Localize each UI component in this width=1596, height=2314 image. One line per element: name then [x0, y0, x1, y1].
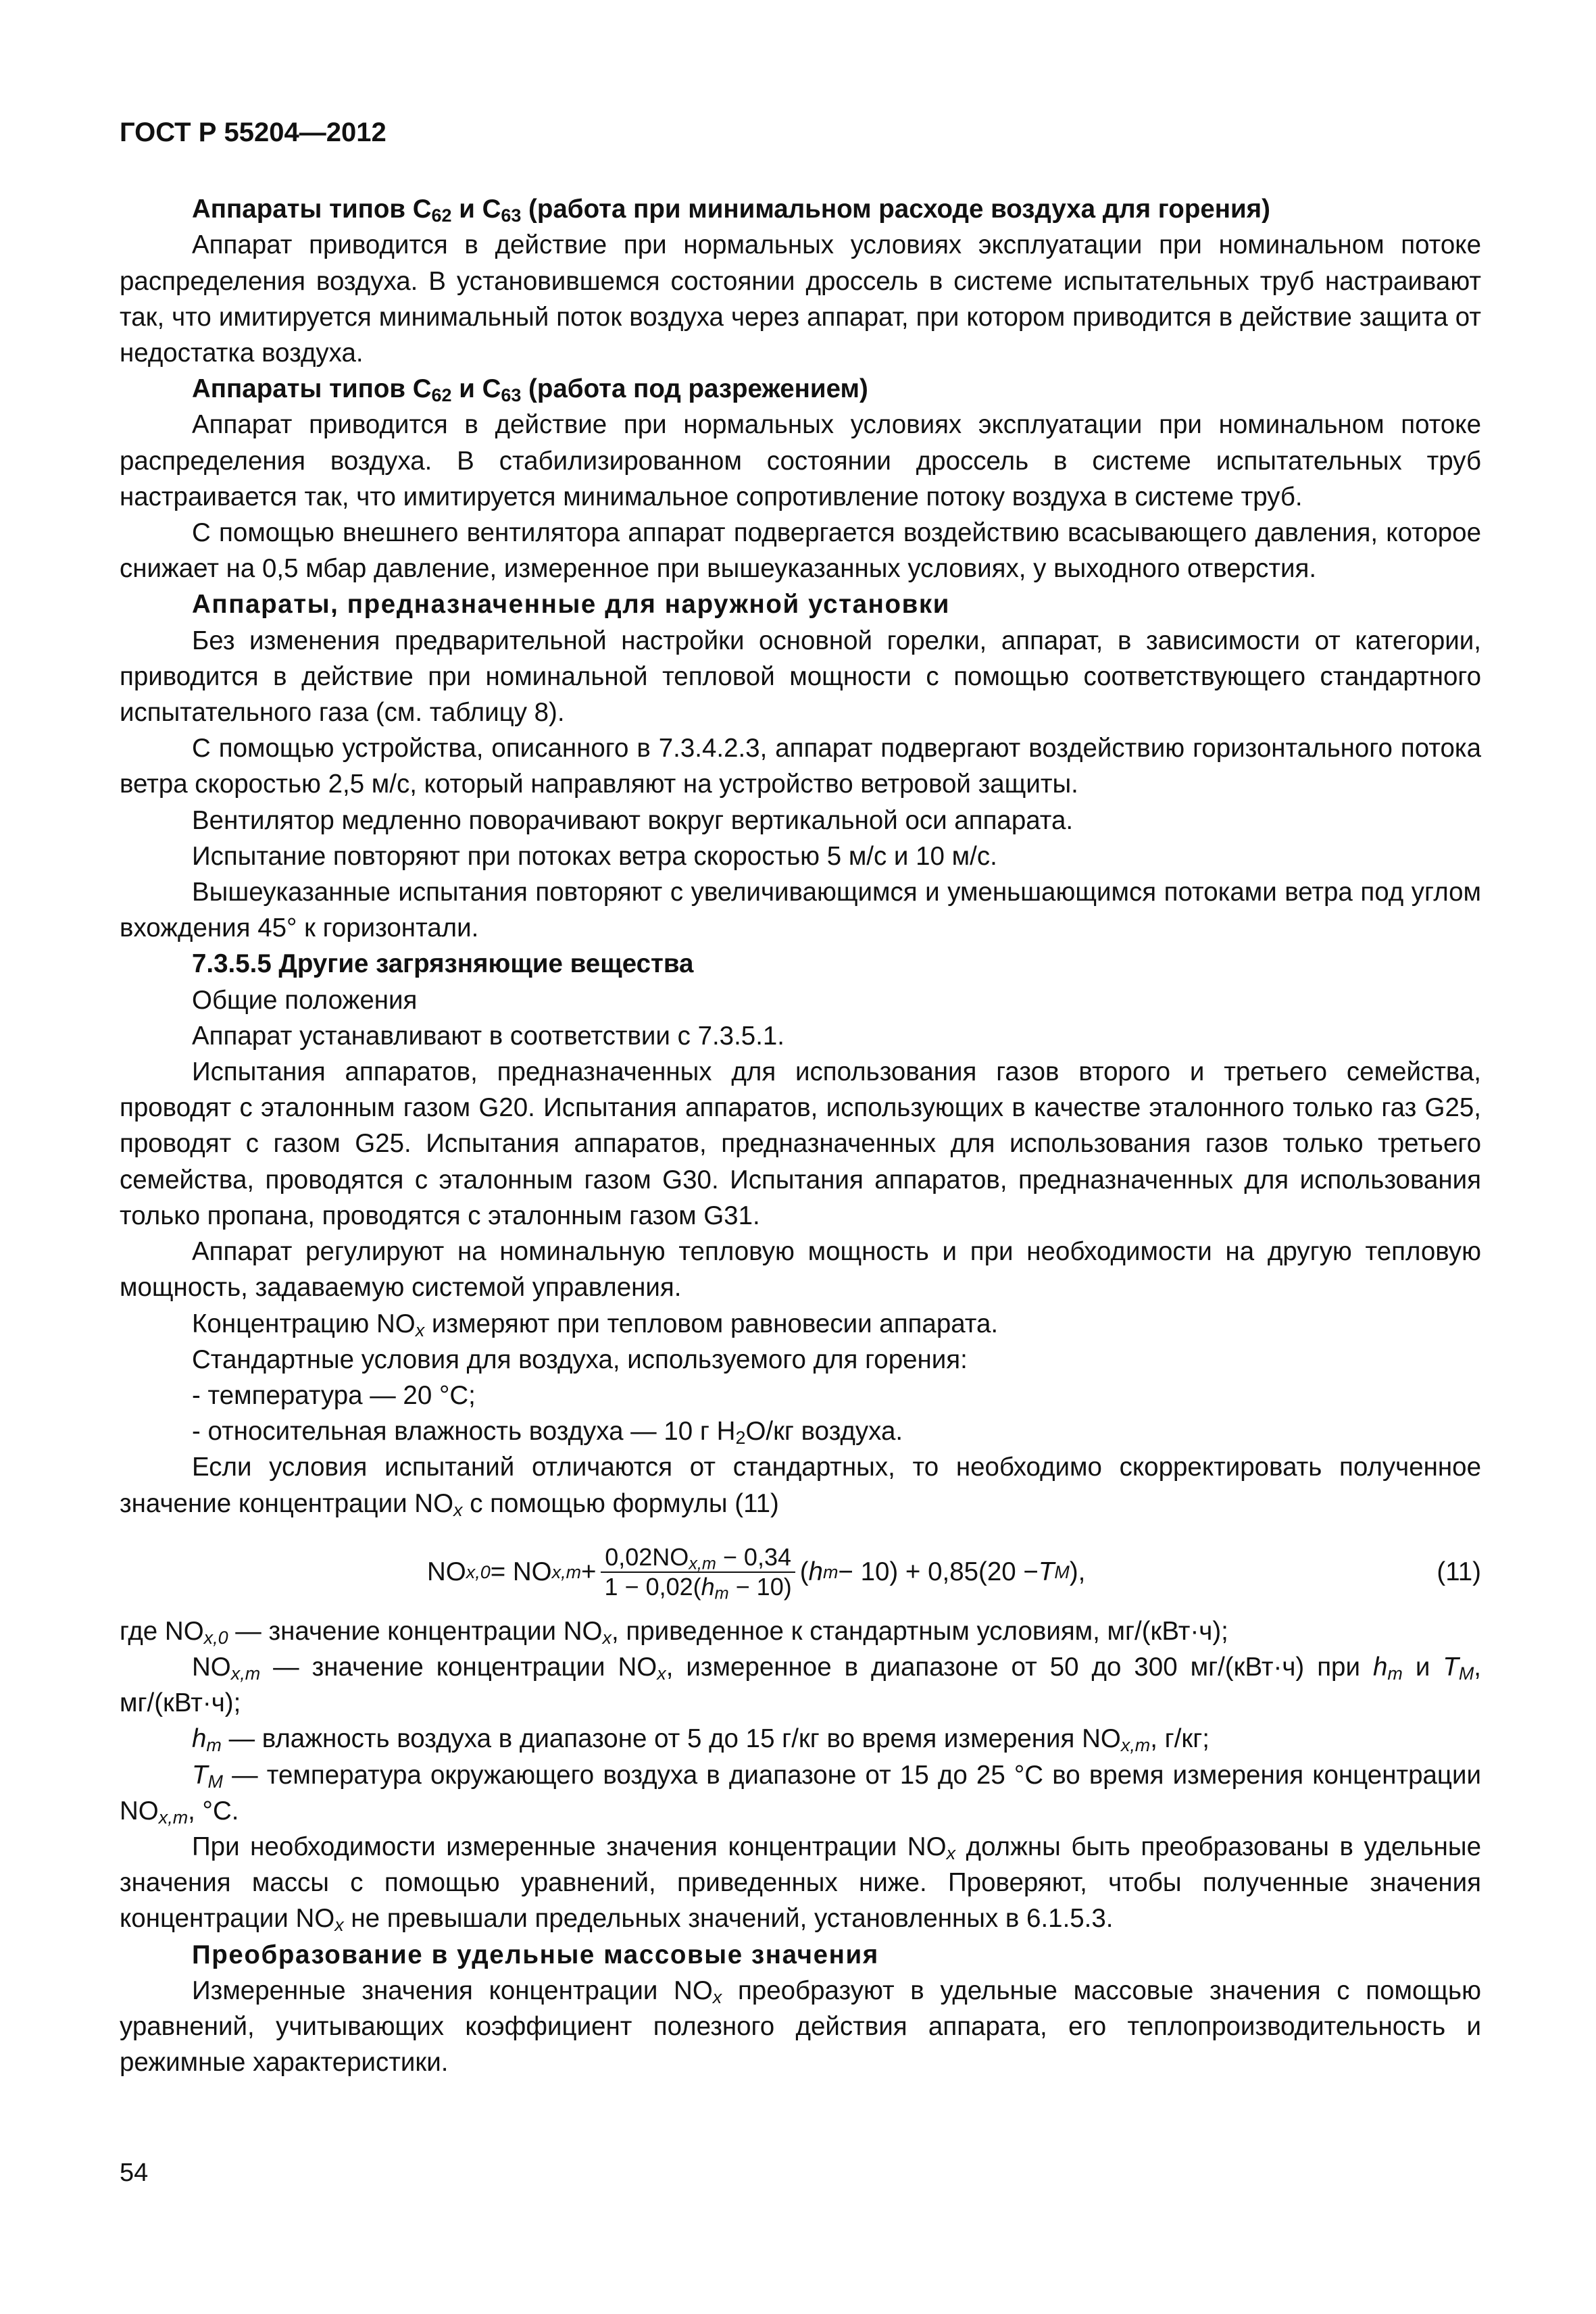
paragraph: С помощью внешнего вентилятора аппарат подвергается воздействию всасывающего давления, которое снижает на 0,5 мбар давление, измеренное при вышеуказанных условиях, у выходного отверстия. [120, 518, 1481, 584]
paragraph: Без изменения предварительной настройки основной горелки, аппарат, в зависимости от категории, приводится в действие при номинальной тепловой мощности с помощью соответствующего стандартного испытательного газа (см. таблицу 8). [120, 626, 1481, 728]
formula-legend [120, 1613, 1481, 1829]
paragraph: Концентрацию $NO_x$ измеряют при тепловом равновесии аппарата. [192, 1309, 999, 1340]
paragraph: Если условия испытаний отличаются от стандартных, то необходимо скорректировать полученное значение концентрации $NO_x$ с помощью формулы (11) [120, 1453, 1481, 1520]
section-heading-c62-c63-min-air: Аппараты типов $С_{62}$ и $С_{63}$ (работа при минимальном расходе воздуха для горения) [192, 195, 1270, 226]
paragraph: Аппарат приводится в действие при нормальных условиях эксплуатации при номинальном потоке распределения воздуха. В установившемся состоянии дроссель в системе испытательных труб настраивают так, что имитируется минимальный поток воздуха через аппарат, при котором приводится в действие защита от недостатка воздуха. [120, 230, 1481, 368]
paragraph: Вентилятор медленно поворачивают вокруг вертикальной оси аппарата. [192, 805, 1074, 835]
paragraph: Стандартные условия для воздуха, используемого для горения: [192, 1344, 968, 1374]
section-heading-outdoor: Аппараты, предназначенные для наружной установки [192, 590, 950, 620]
paragraph: Аппарат устанавливают в соответствии с 7.3.5.1. [192, 1021, 785, 1051]
legend-item: где $NO_{x,0}$ — значение концентрации $NO_x$, приведенное к стандартным условиям, мг/(кВт·ч); [120, 1616, 1228, 1648]
paragraph: Общие положения [192, 985, 418, 1015]
formula-number: (11) [1437, 1557, 1481, 1586]
paragraph: При необходимости измеренные значения концентрации $NO_x$ должны быть преобразованы в удельные значения массы с помощью уравнений, приведенных ниже. Проверяют, чтобы полученные значения концентрации $NO_x$ не превышали предельных значений, установленных в 6.1.5.3. [120, 1832, 1481, 1936]
legend-item: $h_m$ — влажность воздуха в диапазоне от 5 до 15 г/кг во время измерения $NO_{x,m}$, г/кг; [192, 1724, 1210, 1756]
list-item: - температура — 20 °С; [192, 1380, 476, 1410]
section-heading-mass-conversion: Преобразование в удельные массовые значения [192, 1940, 879, 1969]
paragraph: С помощью устройства, описанного в 7.3.4.2.3, аппарат подвергают воздействию горизонтального потока ветра скоростью 2,5 м/с, который направляют на устройство ветровой защиты. [120, 734, 1481, 799]
formula-expression: NO x,0 = NO x,m + $\frac{0,02NO_{x,m} - 0,34}{1 - 0,02(h_m - 10)}$ ( h m − 10) + 0,85(20 − T M ), [427, 1542, 1086, 1603]
page-number: 54 [120, 2159, 149, 2187]
paragraph: Аппарат регулируют на номинальную тепловую мощность и при необходимости на другую тепловую мощность, задаваемую системой управления. [120, 1237, 1481, 1303]
paragraph: Испытания аппаратов, предназначенных для использования газов второго и третьего семейства, проводят с эталонным газом G20. Испытания аппаратов, использующих в качестве эталонного только газ G25, проводят с газом G25. Испытания аппаратов, предназначенных для использования газов только третьего семейства, проводятся с эталонным газом G30. Испытания аппаратов, предназначенных для использования только пропана, проводятся с эталонным газом G31. [120, 1057, 1481, 1230]
document-page [120, 115, 1481, 2080]
formula-11 [120, 1538, 1481, 1603]
paragraph: Измеренные значения концентрации $NO_x$ преобразуют в удельные массовые значения с помощью уравнений, учитывающих коэффициент полезного действия аппарата, его теплопроизводительность и режимные характеристики. [120, 1976, 1481, 2078]
section-heading-7-3-5-5: 7.3.5.5 Другие загрязняющие вещества [192, 949, 694, 979]
section-heading-c62-c63-vacuum: Аппараты типов $С_{62}$ и $С_{63}$ (работа под разрежением) [192, 374, 868, 406]
paragraph: Испытание повторяют при потоках ветра скоростью 5 м/с и 10 м/с. [192, 841, 997, 871]
paragraph: Вышеуказанные испытания повторяют с увеличивающимся и уменьшающимся потоками ветра под углом вхождения 45° к горизонтали. [120, 878, 1481, 943]
paragraph: Аппарат приводится в действие при нормальных условиях эксплуатации при номинальном потоке распределения воздуха. В стабилизированном состоянии дроссель в системе испытательных труб настраивается так, что имитируется минимальное сопротивление потоку воздуха в системе труб. [120, 410, 1481, 511]
list-item: - относительная влажность воздуха — 10 г $H_2O/кг$ воздуха. [192, 1417, 903, 1449]
document-code: ГОСТ Р 55204—2012 [120, 118, 386, 147]
formula-fraction: $\frac{0,02NO_{x,m} - 0,34}{1 - 0,02(h_m - 10)}$ [601, 1543, 796, 1601]
legend-item: $NO_{x,m}$ — значение концентрации $NO_x$, измеренное в диапазоне от 50 до 300 мг/(кВт·ч) при $h_m$ и $T_M$, мг/(кВт·ч); [120, 1652, 1481, 1718]
legend-item: $T_M$ — температура окружающего воздуха в диапазоне от 15 до 25 °С во время измерения концентрации $NO_{x,m}$, °С. [120, 1760, 1481, 1828]
